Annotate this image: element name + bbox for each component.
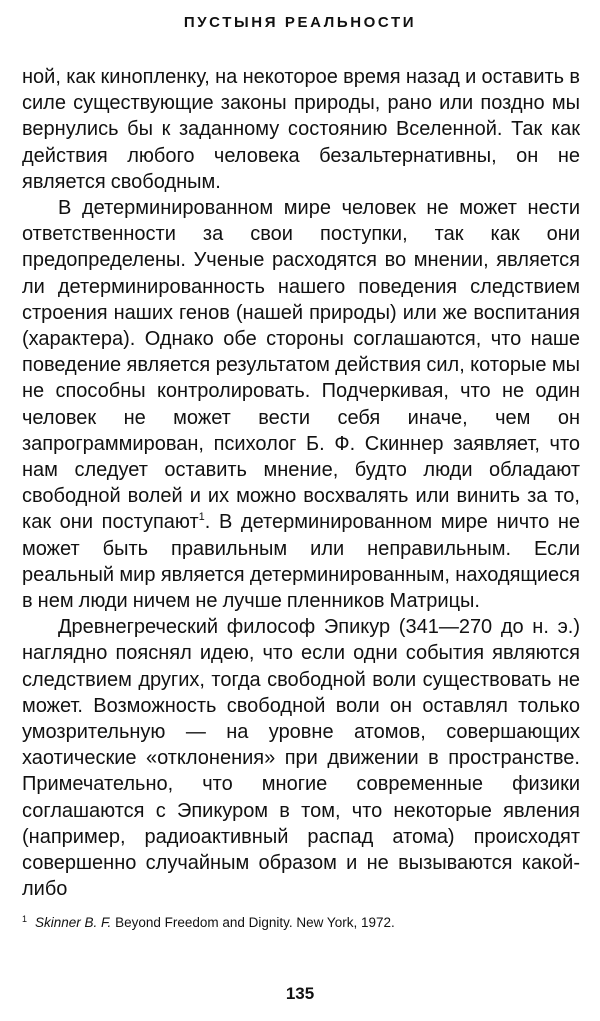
paragraph-1: ной, как кинопленку, на некоторое время назад и оставить в силе существующие законы природы, рано или поздно мы вернулись бы к заданному состоянию Вселенной. Так как действия любого человека безальтернативны, он не является свободным. xyxy=(22,66,580,193)
running-head: ПУСТЫНЯ РЕАЛЬНОСТИ xyxy=(183,14,417,31)
paragraph-2-part-2: . В детерминированном мире ничто не может быть правильным или неправильным. Если реальный мир является детерминированным, находящиеся в нем люди ничем не лучше пленников Матрицы. xyxy=(22,511,580,613)
paragraph-2-part-1: В детерминированном мире человек не может нести ответственности за свои поступки, так как они предопределены. Ученые расходятся во мнении, является ли детерминированность нашего поведения следствием строения наших генов (нашей природы) или же воспитания (характера). Однако обе стороны соглашаются, что наше поведение является результатом действия сил, которые мы не способны контролировать. Подчеркивая, что не один человек не может вести себя иначе, чем он запрограммирован, психолог Б. Ф. Скиннер заявляет, что нам следует оставить мнение, будто люди обладают свободной волей и их можно восхвалять или винить за то, как они поступают xyxy=(22,197,580,534)
footnote xyxy=(22,910,582,932)
body-text xyxy=(22,64,580,903)
footnote-number: 1 xyxy=(22,914,28,924)
page-number: 135 xyxy=(285,984,315,1003)
paragraph-2 xyxy=(22,195,580,614)
footnote-reference[interactable]: 1 xyxy=(198,511,205,524)
paragraph-3: Древнегреческий философ Эпикур (341—270 до н. э.) наглядно пояснял идею, что если одни события являются следствием других, тогда свободной воли существовать не может. Возможность свободной воли он оставлял только умозрительную — на уровне атомов, совершающих хаотические «отклонения» при движении в пространстве. Примечательно, что многие современные физики соглашаются с Эпикуром в том, что некоторые явления (например, радиоактивный распад атома) происходят совершенно случайным образом и не вызываются какой-либо xyxy=(22,616,580,901)
footnote-text: Beyond Freedom and Dignity. New York, 1972. xyxy=(111,915,395,930)
footnote-author: Skinner B. F. xyxy=(35,915,112,930)
